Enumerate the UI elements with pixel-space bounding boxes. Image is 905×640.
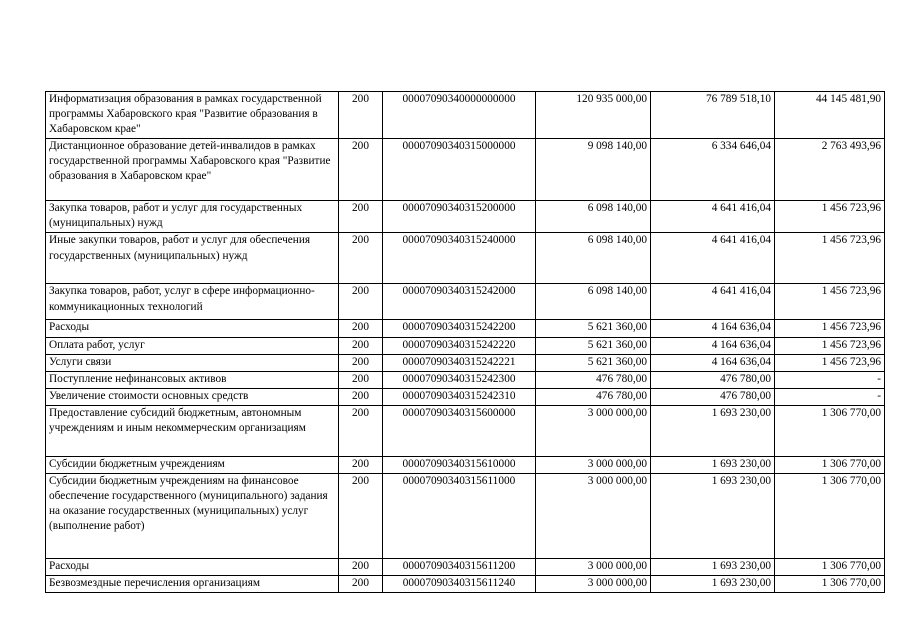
- executed-amount-cell: 4 641 416,04: [651, 201, 775, 233]
- remaining-amount-cell: 1 456 723,96: [775, 337, 885, 354]
- approved-amount-cell: 3 000 000,00: [536, 474, 651, 559]
- table-row: [46, 320, 885, 337]
- classification-code-cell: 00007090340315242310: [383, 388, 536, 405]
- classification-code-cell: 00007090340315000000: [383, 139, 536, 201]
- table-row: [46, 284, 885, 320]
- approved-amount-cell: 6 098 140,00: [536, 201, 651, 233]
- expense-name-cell: Субсидии бюджетным учреждениям: [46, 456, 339, 473]
- line-code-cell: 200: [339, 354, 383, 371]
- remaining-amount-cell: -: [775, 388, 885, 405]
- table-row: [46, 337, 885, 354]
- approved-amount-cell: 5 621 360,00: [536, 337, 651, 354]
- expense-name-cell: Оплата работ, услуг: [46, 337, 339, 354]
- classification-code-cell: 00007090340315242000: [383, 284, 536, 320]
- line-code-cell: 200: [339, 456, 383, 473]
- approved-amount-cell: 120 935 000,00: [536, 92, 651, 139]
- expense-name-cell: Иные закупки товаров, работ и услуг для обеспечения государственных (муниципальных) нужд: [46, 233, 339, 284]
- line-code-cell: 200: [339, 337, 383, 354]
- table-row: [46, 201, 885, 233]
- line-code-cell: 200: [339, 371, 383, 388]
- table-row: [46, 92, 885, 139]
- line-code-cell: 200: [339, 474, 383, 559]
- approved-amount-cell: 3 000 000,00: [536, 405, 651, 456]
- remaining-amount-cell: 1 306 770,00: [775, 576, 885, 593]
- line-code-cell: 200: [339, 284, 383, 320]
- remaining-amount-cell: 44 145 481,90: [775, 92, 885, 139]
- approved-amount-cell: 3 000 000,00: [536, 456, 651, 473]
- table-row: [46, 576, 885, 593]
- expense-name-cell: Поступление нефинансовых активов: [46, 371, 339, 388]
- executed-amount-cell: 4 641 416,04: [651, 284, 775, 320]
- classification-code-cell: 00007090340315242221: [383, 354, 536, 371]
- classification-code-cell: 00007090340315600000: [383, 405, 536, 456]
- line-code-cell: 200: [339, 201, 383, 233]
- expense-name-cell: Безвозмездные перечисления организациям: [46, 576, 339, 593]
- table-row: [46, 405, 885, 456]
- executed-amount-cell: 476 780,00: [651, 371, 775, 388]
- expense-name-cell: Закупка товаров, работ и услуг для государственных (муниципальных) нужд: [46, 201, 339, 233]
- line-code-cell: 200: [339, 559, 383, 576]
- executed-amount-cell: 1 693 230,00: [651, 405, 775, 456]
- executed-amount-cell: 4 164 636,04: [651, 320, 775, 337]
- approved-amount-cell: 5 621 360,00: [536, 320, 651, 337]
- executed-amount-cell: 6 334 646,04: [651, 139, 775, 201]
- remaining-amount-cell: 1 306 770,00: [775, 559, 885, 576]
- line-code-cell: 200: [339, 405, 383, 456]
- approved-amount-cell: 6 098 140,00: [536, 284, 651, 320]
- expense-name-cell: Увеличение стоимости основных средств: [46, 388, 339, 405]
- remaining-amount-cell: 1 456 723,96: [775, 320, 885, 337]
- classification-code-cell: 00007090340000000000: [383, 92, 536, 139]
- expense-name-cell: Расходы: [46, 559, 339, 576]
- remaining-amount-cell: -: [775, 371, 885, 388]
- approved-amount-cell: 476 780,00: [536, 371, 651, 388]
- remaining-amount-cell: 2 763 493,96: [775, 139, 885, 201]
- classification-code-cell: 00007090340315242220: [383, 337, 536, 354]
- budget-report-page: [45, 91, 884, 593]
- table-row: [46, 354, 885, 371]
- classification-code-cell: 00007090340315242300: [383, 371, 536, 388]
- remaining-amount-cell: 1 306 770,00: [775, 456, 885, 473]
- executed-amount-cell: 1 693 230,00: [651, 456, 775, 473]
- expense-name-cell: Субсидии бюджетным учреждениям на финансовое обеспечение государственного (муниципального) задания на оказание государственных (муниципальных) услуг (выполнение работ): [46, 474, 339, 559]
- executed-amount-cell: 4 641 416,04: [651, 233, 775, 284]
- line-code-cell: 200: [339, 576, 383, 593]
- expense-name-cell: Закупка товаров, работ, услуг в сфере информационно-коммуникационных технологий: [46, 284, 339, 320]
- remaining-amount-cell: 1 306 770,00: [775, 474, 885, 559]
- expense-name-cell: Услуги связи: [46, 354, 339, 371]
- classification-code-cell: 00007090340315610000: [383, 456, 536, 473]
- executed-amount-cell: 1 693 230,00: [651, 576, 775, 593]
- executed-amount-cell: 476 780,00: [651, 388, 775, 405]
- remaining-amount-cell: 1 456 723,96: [775, 233, 885, 284]
- executed-amount-cell: 4 164 636,04: [651, 337, 775, 354]
- remaining-amount-cell: 1 456 723,96: [775, 201, 885, 233]
- expense-name-cell: Дистанционное образование детей-инвалидов в рамках государственной программы Хабаровского края "Развитие образования в Хабаровском крае": [46, 139, 339, 201]
- executed-amount-cell: 76 789 518,10: [651, 92, 775, 139]
- table-row: [46, 233, 885, 284]
- table-row: [46, 139, 885, 201]
- approved-amount-cell: 5 621 360,00: [536, 354, 651, 371]
- budget-table-body: [46, 92, 885, 593]
- approved-amount-cell: 3 000 000,00: [536, 576, 651, 593]
- classification-code-cell: 00007090340315240000: [383, 233, 536, 284]
- approved-amount-cell: 9 098 140,00: [536, 139, 651, 201]
- line-code-cell: 200: [339, 139, 383, 201]
- remaining-amount-cell: 1 456 723,96: [775, 284, 885, 320]
- budget-table: [45, 91, 885, 593]
- classification-code-cell: 00007090340315611240: [383, 576, 536, 593]
- executed-amount-cell: 1 693 230,00: [651, 559, 775, 576]
- classification-code-cell: 00007090340315611000: [383, 474, 536, 559]
- expense-name-cell: Расходы: [46, 320, 339, 337]
- expense-name-cell: Информатизация образования в рамках государственной программы Хабаровского края "Развитие образования в Хабаровском крае": [46, 92, 339, 139]
- approved-amount-cell: 3 000 000,00: [536, 559, 651, 576]
- line-code-cell: 200: [339, 388, 383, 405]
- table-row: [46, 559, 885, 576]
- line-code-cell: 200: [339, 320, 383, 337]
- table-row: [46, 371, 885, 388]
- remaining-amount-cell: 1 306 770,00: [775, 405, 885, 456]
- expense-name-cell: Предоставление субсидий бюджетным, автономным учреждениям и иным некоммерческим организациям: [46, 405, 339, 456]
- line-code-cell: 200: [339, 92, 383, 139]
- executed-amount-cell: 1 693 230,00: [651, 474, 775, 559]
- classification-code-cell: 00007090340315242200: [383, 320, 536, 337]
- executed-amount-cell: 4 164 636,04: [651, 354, 775, 371]
- remaining-amount-cell: 1 456 723,96: [775, 354, 885, 371]
- table-row: [46, 456, 885, 473]
- approved-amount-cell: 6 098 140,00: [536, 233, 651, 284]
- table-row: [46, 474, 885, 559]
- line-code-cell: 200: [339, 233, 383, 284]
- classification-code-cell: 00007090340315611200: [383, 559, 536, 576]
- approved-amount-cell: 476 780,00: [536, 388, 651, 405]
- classification-code-cell: 00007090340315200000: [383, 201, 536, 233]
- table-row: [46, 388, 885, 405]
